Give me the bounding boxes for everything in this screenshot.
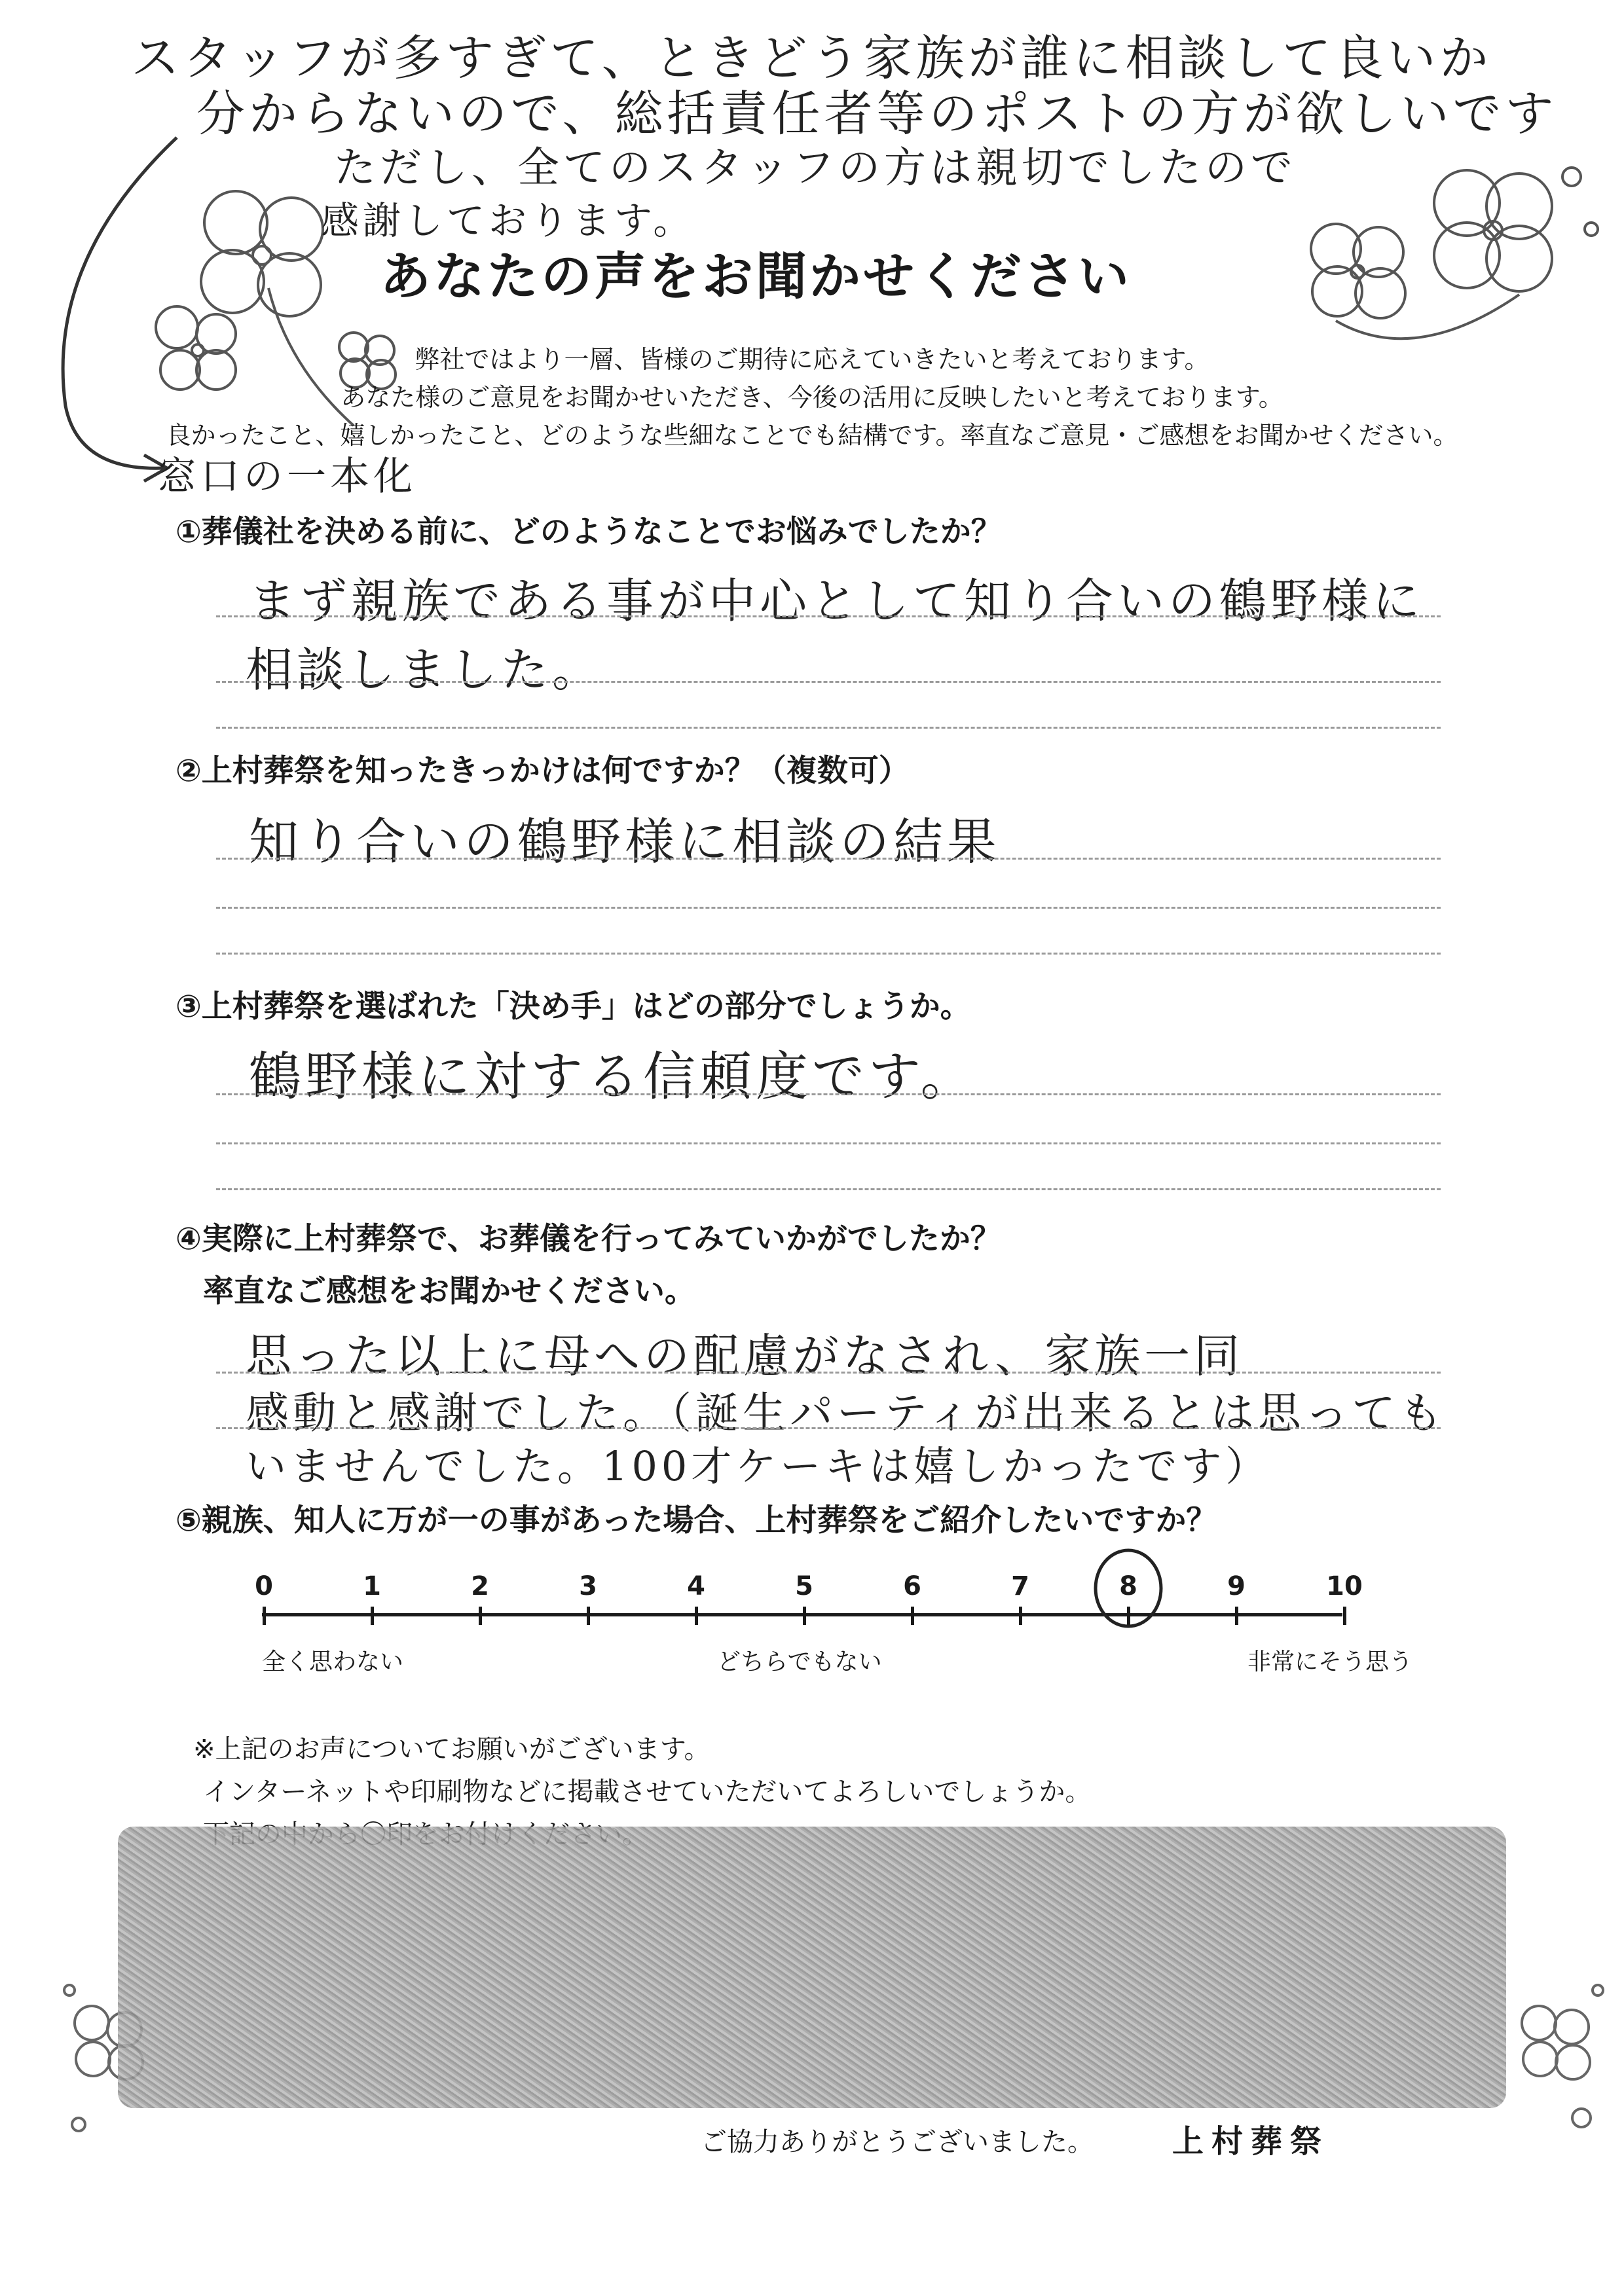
arrow-note: 窓口の一本化 — [157, 454, 416, 500]
q4-rule — [216, 1427, 1441, 1429]
page-title: あなたの声をお聞かせください — [380, 247, 1132, 306]
intro-line-2: あなた様のご意見をお聞かせいただき、今後の活用に反映したいと考えております。 — [341, 383, 1283, 412]
scale-number[interactable]: 9 — [1227, 1571, 1246, 1601]
intro-line-1: 弊社ではより一層、皆様のご期待に応えていきたいと考えております。 — [415, 345, 1209, 374]
scale-number[interactable]: 3 — [579, 1571, 597, 1601]
scale-number[interactable]: 2 — [471, 1571, 489, 1601]
scale-tick — [587, 1607, 590, 1625]
scale-tick — [1235, 1607, 1238, 1625]
scale-tick — [1343, 1607, 1346, 1625]
q1-rule — [216, 681, 1441, 683]
q3-answer-line-1: 鶴野様に対する信頼度です。 — [249, 1046, 977, 1107]
q5-question: ⑤親族、知人に万が一の事があった場合、上村葬祭をご紹介したいですか？ — [175, 1503, 1217, 1539]
q2-rule — [216, 858, 1441, 860]
redacted-area — [118, 1827, 1506, 2108]
notice-line-1: ※上記のお声についてお願いがございます。 — [193, 1734, 710, 1764]
q1-rule — [216, 727, 1441, 729]
q2-rule — [216, 907, 1441, 909]
q3-rule — [216, 1093, 1441, 1095]
scale-number[interactable]: 8 — [1119, 1571, 1137, 1601]
q2-answer-line-1: 知り合いの鶴野様に相談の結果 — [249, 812, 1001, 871]
scale-tick — [695, 1607, 698, 1625]
q4-answer-line-3: いませんでした。100才ケーキは嬉しかったです） — [246, 1442, 1270, 1490]
q4-answer-line-1: 思った以上に母への配慮がなされ、家族一同 — [246, 1329, 1244, 1383]
scale-number[interactable]: 0 — [255, 1571, 273, 1601]
top-note-line-1: スタッフが多すぎて、ときどう家族が誰に相談して良いか — [131, 30, 1492, 86]
top-note-line-3: ただし、全てのスタッフの方は親切でしたので — [334, 144, 1297, 192]
q4-question-line-2: 率直なご感想をお聞かせください。 — [203, 1273, 695, 1309]
footer-company: 上村葬祭 — [1172, 2123, 1330, 2160]
scale-label-mid: どちらでもない — [717, 1649, 882, 1675]
scale-number[interactable]: 4 — [687, 1571, 705, 1601]
scale-tick — [479, 1607, 482, 1625]
scale-number[interactable]: 7 — [1011, 1571, 1029, 1601]
notice-line-2: インターネットや印刷物などに掲載させていただいてよろしいでしょうか。 — [203, 1777, 1092, 1807]
top-note-line-2: 分からないので、総括責任者等のポストの方が欲しいです — [196, 86, 1558, 142]
scale-tick — [1127, 1607, 1130, 1625]
q2-question: ②上村葬祭を知ったきっかけは何ですか？（複数可） — [175, 753, 910, 789]
scale-tick — [803, 1607, 806, 1625]
q1-question: ①葬儀社を決める前に、どのようなことでお悩みでしたか？ — [175, 514, 1002, 550]
scale-tick — [371, 1607, 374, 1625]
q3-question: ③上村葬祭を選ばれた「決め手」はどの部分でしょうか。 — [175, 989, 971, 1025]
q3-rule — [216, 1142, 1441, 1144]
scale-number[interactable]: 10 — [1326, 1571, 1363, 1601]
footer-thanks: ご協力ありがとうございました。 — [701, 2127, 1094, 2157]
scale-label-high: 非常にそう思う — [1247, 1649, 1413, 1675]
q3-rule — [216, 1188, 1441, 1190]
q2-rule — [216, 953, 1441, 955]
q4-answer-line-2: 感動と感謝でした。（誕生パーティが出来るとは思っても — [246, 1388, 1447, 1438]
q1-answer-line-1: まず親族である事が中心として知り合いの鶴野様に — [249, 574, 1424, 629]
q1-answer-line-2: 相談しました。 — [246, 642, 604, 697]
top-note-line-4: 感謝しております。 — [321, 198, 695, 243]
scale-number[interactable]: 5 — [795, 1571, 813, 1601]
scale-number[interactable]: 6 — [903, 1571, 921, 1601]
intro-line-3: 良かったこと、嬉しかったこと、どのような些細なことでも結構です。率直なご意見・ご感想をお聞かせください。 — [166, 421, 1458, 450]
scale-line — [262, 1613, 1342, 1616]
scale-label-low: 全く思わない — [262, 1649, 404, 1675]
scale-tick — [911, 1607, 914, 1625]
q4-rule — [216, 1372, 1441, 1374]
scale-number[interactable]: 1 — [363, 1571, 381, 1601]
q4-question-line-1: ④実際に上村葬祭で、お葬儀を行ってみていかがでしたか？ — [175, 1221, 1001, 1257]
scale-tick — [263, 1607, 266, 1625]
scale-tick — [1019, 1607, 1022, 1625]
q1-rule — [216, 615, 1441, 617]
